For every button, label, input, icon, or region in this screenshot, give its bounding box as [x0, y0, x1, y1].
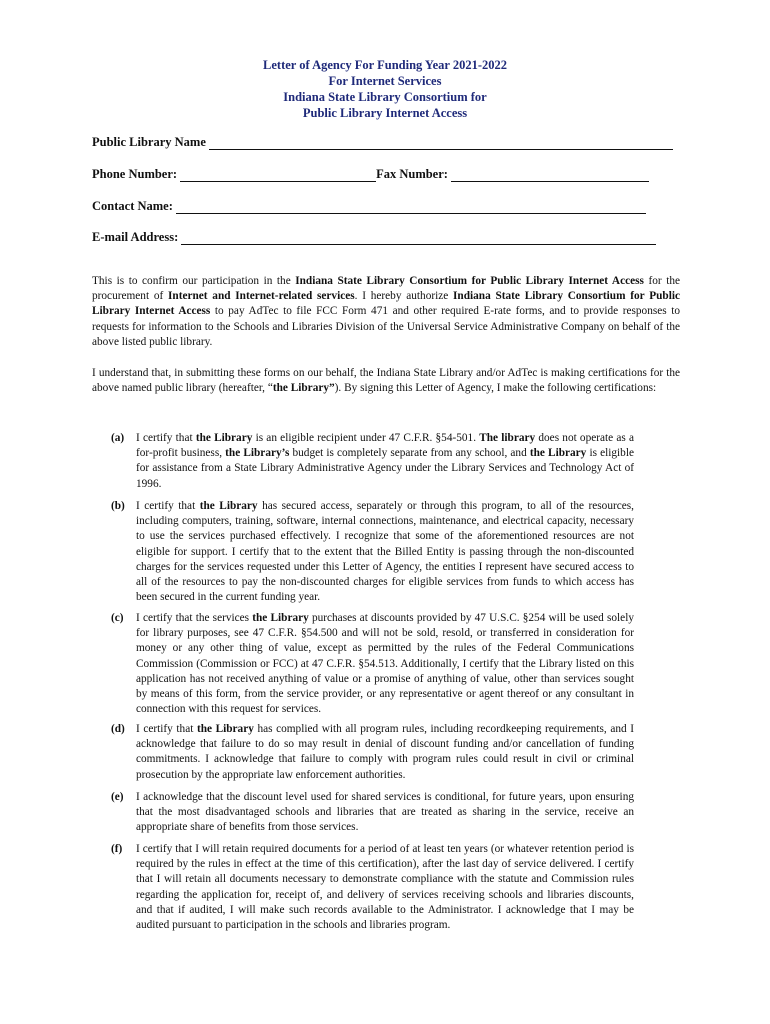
- cert-c-letter: (c): [111, 612, 124, 624]
- cert-f-text: [112, 842, 634, 933]
- fax-label: Fax Number:: [376, 167, 448, 181]
- contact-name-field[interactable]: [176, 200, 646, 214]
- cert-a-b4: the Library: [529, 447, 587, 460]
- intro-p1-text-e: . I hereby authorize: [354, 290, 454, 303]
- title-line-3: Indiana State Library Consortium for: [283, 90, 487, 104]
- cert-d-b1: the Library: [196, 723, 254, 735]
- cert-e-text: [112, 790, 634, 836]
- email-row: [92, 229, 656, 245]
- cert-e-t1: I acknowledge that the discount level used for shared services is conditional, for future years, upon ensuring that the most disadvantaged schools and libraries that are treated as sharing in the service, receive an appropriate share of benefits from those services.: [136, 791, 634, 834]
- cert-a-text: [112, 431, 634, 492]
- cert-a-t1: I certify that: [136, 432, 196, 444]
- cert-a-t2: is an eligible recipient under 47 C.F.R. §54-501.: [252, 432, 480, 444]
- cert-d-letter: (d): [111, 723, 125, 735]
- contact-name-row: [92, 198, 646, 214]
- intro-p1-text-a: This is to confirm our participation in the: [92, 275, 296, 287]
- title-line-2: For Internet Services: [328, 74, 442, 88]
- cert-a-b3: the Library’s: [225, 447, 290, 460]
- library-name-field[interactable]: [209, 136, 673, 150]
- cert-a-b1: the Library: [195, 432, 253, 444]
- intro-p2-text-a: I understand that, in submitting these forms on our behalf, the Indiana State Library and/or AdTec is making certifications for the above named public library (hereafter, “: [92, 367, 680, 395]
- intro-paragraph-1: [92, 274, 680, 350]
- cert-b-b1: the Library: [199, 500, 258, 512]
- cert-b-text: [112, 499, 634, 605]
- email-label: E-mail Address:: [92, 230, 179, 244]
- certification-f: [112, 842, 634, 933]
- cert-a-letter: (a): [111, 432, 125, 444]
- cert-b-letter: (b): [111, 500, 125, 512]
- phone-fax-row: [92, 166, 649, 182]
- cert-c-t2: purchases at discounts provided by 47 U.S.C. §254 will be used solely for library purposes, see 47 C.F.R. §54.500 and will not be sold, resold, or transferred in consideration for money or any other thing of value, except as permitted by the rules of the Federal Communications Commission (Commission or FCC) at 47 C.F.R. §54.513. Additionally, I certify that the Library listed on this application has not received anything of value or a promise of anything of value, other than services sought by means of this form, from the service provider, or any representative or agent thereof or any consultant in connection with this request for services.: [136, 612, 634, 716]
- library-name-label: Public Library Name: [92, 135, 206, 149]
- intro-p2-text-c: ). By signing this Letter of Agency, I make the following certifications:: [334, 382, 657, 395]
- intro-p1-bold-f: Indiana State Library Consortium for Public Library Internet Access: [92, 290, 680, 318]
- document-title: [0, 57, 770, 121]
- certification-d: [112, 722, 634, 783]
- cert-b-t1: I certify that: [136, 500, 200, 512]
- library-name-row: [92, 134, 673, 150]
- cert-a-t3: does not operate as a for-profit business,: [136, 432, 635, 460]
- cert-c-text: [112, 611, 634, 717]
- cert-a-t4: budget is completely separate from any school, and: [289, 447, 530, 460]
- intro-p1-text-g: to pay AdTec to file FCC Form 471 and other required E-rate forms, and to provide responses to requests for information to the Schools and Libraries Division of the Universal Service Administrative Company on behalf of the above listed public library.: [92, 305, 681, 348]
- title-line-1: Letter of Agency For Funding Year 2021-2022: [263, 58, 507, 72]
- cert-b-t2: has secured access, separately or through this program, to all of the resources, including computers, training, software, internal connections, maintenance, and electrical capacity, necessary to use the services purchased effectively. I recognize that some of the aforementioned resources are not eligible for support. I certify that to the extent that the Billed Entity is passing through the non-discounted charges for the services requested under this Letter of Agency, the entities I represent have secured access to all of the resources to pay the non-discounted charges for eligible services from funds to which access has been secured in the current funding year.: [136, 500, 634, 604]
- intro-paragraph-2: [92, 366, 680, 396]
- certification-c: [112, 611, 634, 717]
- phone-field[interactable]: [180, 168, 376, 182]
- title-line-4: Public Library Internet Access: [302, 106, 468, 120]
- intro-p1-bold-d: Internet and Internet-related services: [168, 290, 355, 303]
- certification-e: [112, 790, 634, 836]
- cert-a-t5: is eligible for assistance from a State Library Administrative Agency under the Library Services and Technology Act of 1996.: [136, 447, 634, 490]
- cert-f-letter: (f): [111, 843, 123, 855]
- cert-c-b1: the Library: [252, 612, 309, 624]
- cert-a-b2: The library: [479, 432, 536, 444]
- fax-field[interactable]: [451, 168, 649, 182]
- intro-p1-text-c: for the procurement of: [92, 275, 680, 303]
- cert-d-text: [112, 722, 634, 783]
- contact-name-label: Contact Name:: [92, 199, 173, 213]
- cert-e-letter: (e): [111, 791, 124, 803]
- email-field[interactable]: [181, 231, 656, 245]
- intro-p2-bold-b: the Library”: [272, 382, 335, 395]
- certification-a: [112, 431, 634, 492]
- phone-label: Phone Number:: [92, 167, 178, 181]
- cert-d-t1: I certify that: [136, 723, 197, 735]
- intro-p1-bold-b: Indiana State Library Consortium for Public Library Internet Access: [295, 275, 644, 287]
- certification-b: [112, 499, 634, 605]
- cert-c-t1: I certify that the services: [136, 612, 253, 624]
- cert-f-t1: I certify that I will retain required documents for a period of at least ten years (or whatever retention period is required by the rules in effect at the time of this certification), after the last day of service delivered. I certify that I will retain all documents necessary to demonstrate compliance with the statute and Commission rules regarding the application for, receipt of, and delivery of services receiving schools and libraries discounts, and that if audited, I will make such records available to the Administrator. I acknowledge that I may be audited pursuant to participation in the schools and libraries program.: [136, 843, 634, 932]
- cert-d-t2: has complied with all program rules, including recordkeeping requirements, and I acknowledge that failure to do so may result in denial of discount funding and/or cancellation of funding commitments. I acknowledge that failure to comply with program rules could result in civil or criminal prosecution by the appropriate law enforcement authorities.: [136, 723, 634, 781]
